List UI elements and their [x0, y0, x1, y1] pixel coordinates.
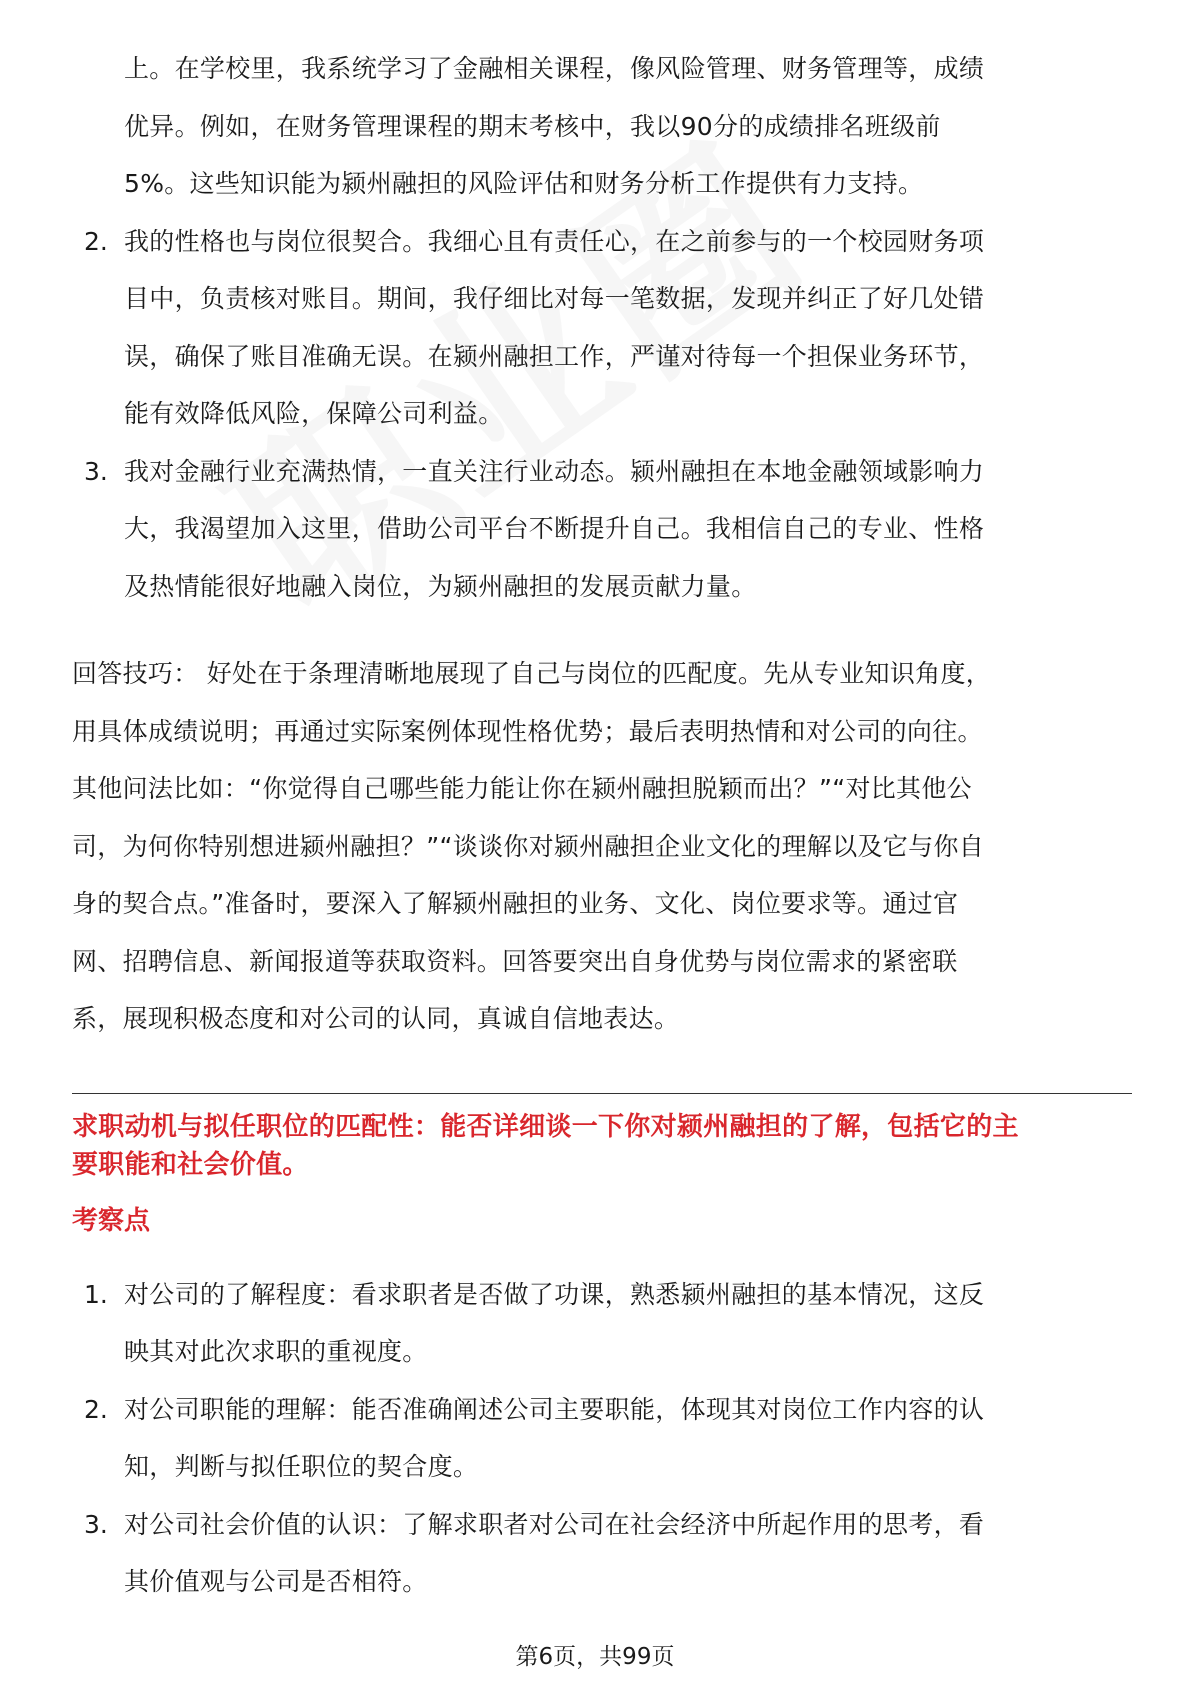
- list-number: 3.: [84, 1509, 108, 1539]
- question-heading: [72, 1108, 1132, 1184]
- text-line: 5%。这些知识能为颍州融担的风险评估和财务分析工作提供有力支持。: [124, 169, 924, 198]
- section-title: 考察点: [72, 1205, 151, 1236]
- text-line: 误，确保了账目准确无误。在颍州融担工作，严谨对待每一个担保业务环节，: [124, 341, 985, 371]
- page-number: 第6页，共99页: [515, 1644, 675, 1670]
- text-line: 映其对此次求职的重视度。: [124, 1337, 428, 1366]
- text-line: 目中，负责核对账目。期间，我仔细比对每一笔数据，发现并纠正了好几处错: [124, 284, 985, 313]
- list-item: [72, 1266, 1132, 1381]
- text-line: 网、招聘信息、新闻报道等获取资料。回答要突出自身优势与岗位需求的紧密联: [72, 946, 958, 976]
- answer-list: [72, 213, 1132, 616]
- text-line: 系，展现积极态度和对公司的认同，真诚自信地表达。: [72, 1004, 680, 1033]
- text-line: 对公司的了解程度：看求职者是否做了功课，熟悉颍州融担的基本情况，这反: [124, 1279, 985, 1309]
- text-line: 用具体成绩说明；再通过实际案例体现性格优势；最后表明热情和对公司的向往。: [72, 716, 983, 746]
- text-line: 我的性格也与岗位很契合。我细心且有责任心，在之前参与的一个校园财务项: [124, 226, 985, 256]
- page-content: [72, 40, 1132, 1611]
- answer-tips: [72, 645, 1132, 1048]
- text-line: 能有效降低风险，保障公司利益。: [124, 399, 504, 428]
- list-item: [72, 213, 1132, 443]
- list-number: 3.: [84, 456, 108, 486]
- text-line: 上。在学校里，我系统学习了金融相关课程，像风险管理、财务管理等，成绩: [124, 54, 985, 83]
- text-line: 知，判断与拟任职位的契合度。: [124, 1452, 479, 1481]
- list-number: 2.: [84, 226, 108, 256]
- section-divider: [72, 1093, 1132, 1094]
- text-line: 其价值观与公司是否相符。: [124, 1567, 428, 1596]
- list-item: [72, 443, 1132, 616]
- list-number: 2.: [84, 1394, 108, 1424]
- text-line: 要职能和社会价值。: [72, 1149, 309, 1180]
- list-item: [72, 1381, 1132, 1496]
- continued-list-item: [72, 40, 1132, 213]
- text-line: 身的契合点。”准备时，要深入了解颍州融担的业务、文化、岗位要求等。通过官: [72, 889, 959, 918]
- text-line: 优异。例如，在财务管理课程的期末考核中，我以90分的成绩排名班级前: [124, 111, 941, 141]
- text-line: 其他问法比如：“你觉得自己哪些能力能让你在颍州融担脱颖而出？”“对比其他公: [72, 774, 972, 803]
- list-item: [72, 1496, 1132, 1611]
- text-line: 司，为何你特别想进颍州融担？”“谈谈你对颍州融担企业文化的理解以及它与你自: [72, 831, 985, 861]
- text-line: 大，我渴望加入这里，借助公司平台不断提升自己。我相信自己的专业、性格: [124, 514, 985, 543]
- text-line: 求职动机与拟任职位的匹配性：能否详细谈一下你对颍州融担的了解，包括它的主: [72, 1111, 1019, 1142]
- text-line: 我对金融行业充满热情，一直关注行业动态。颍州融担在本地金融领域影响力: [124, 456, 985, 486]
- text-line: 对公司社会价值的认识：了解求职者对公司在社会经济中所起作用的思考，看: [124, 1509, 985, 1539]
- text-line: 及热情能很好地融入岗位，为颍州融担的发展贡献力量。: [124, 571, 757, 601]
- text-line: 回答技巧： 好处在于条理清晰地展现了自己与岗位的匹配度。先从专业知识角度，: [72, 659, 992, 688]
- points-list: [72, 1266, 1132, 1611]
- list-number: 1.: [84, 1279, 108, 1309]
- text-line: 对公司职能的理解：能否准确阐述公司主要职能，体现其对岗位工作内容的认: [124, 1394, 985, 1424]
